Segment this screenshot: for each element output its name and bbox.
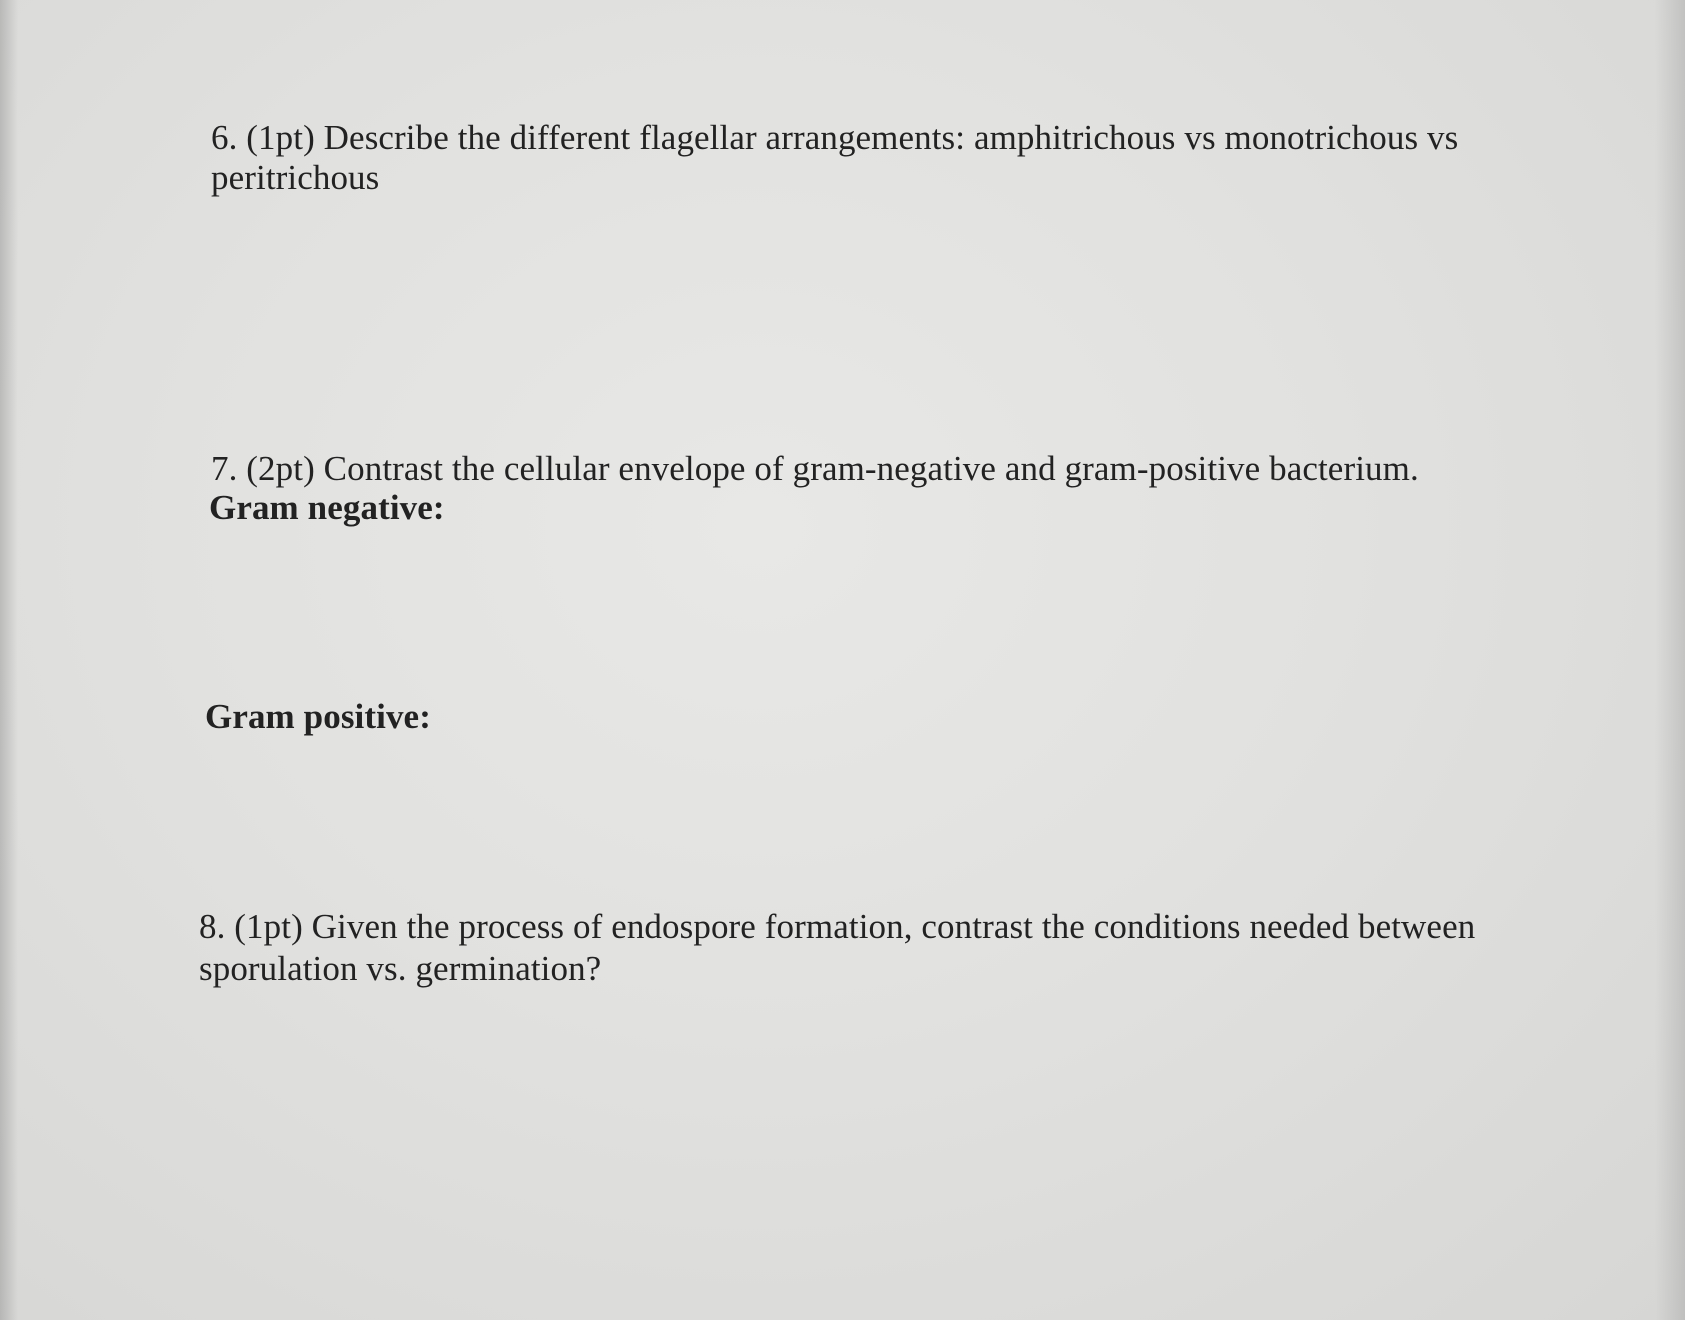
question-8-text-line-2: sporulation vs. germination? [199,949,602,988]
gram-negative-label: Gram negative: [209,488,445,527]
question-6-text-line-1: 6. (1pt) Describe the different flagellar arrangements: amphitrichous vs monotrichous vs [211,118,1459,157]
question-6-text-line-2: peritrichous [211,158,380,197]
gram-positive-label: Gram positive: [205,697,431,736]
question-7-text: 7. (2pt) Contrast the cellular envelope of gram-negative and gram-positive bacterium. [211,449,1419,488]
page-edge-shadow-left [0,0,18,1320]
page-edge-shadow-right [1655,0,1685,1320]
question-8-text-line-1: 8. (1pt) Given the process of endospore formation, contrast the conditions needed between [199,907,1476,946]
